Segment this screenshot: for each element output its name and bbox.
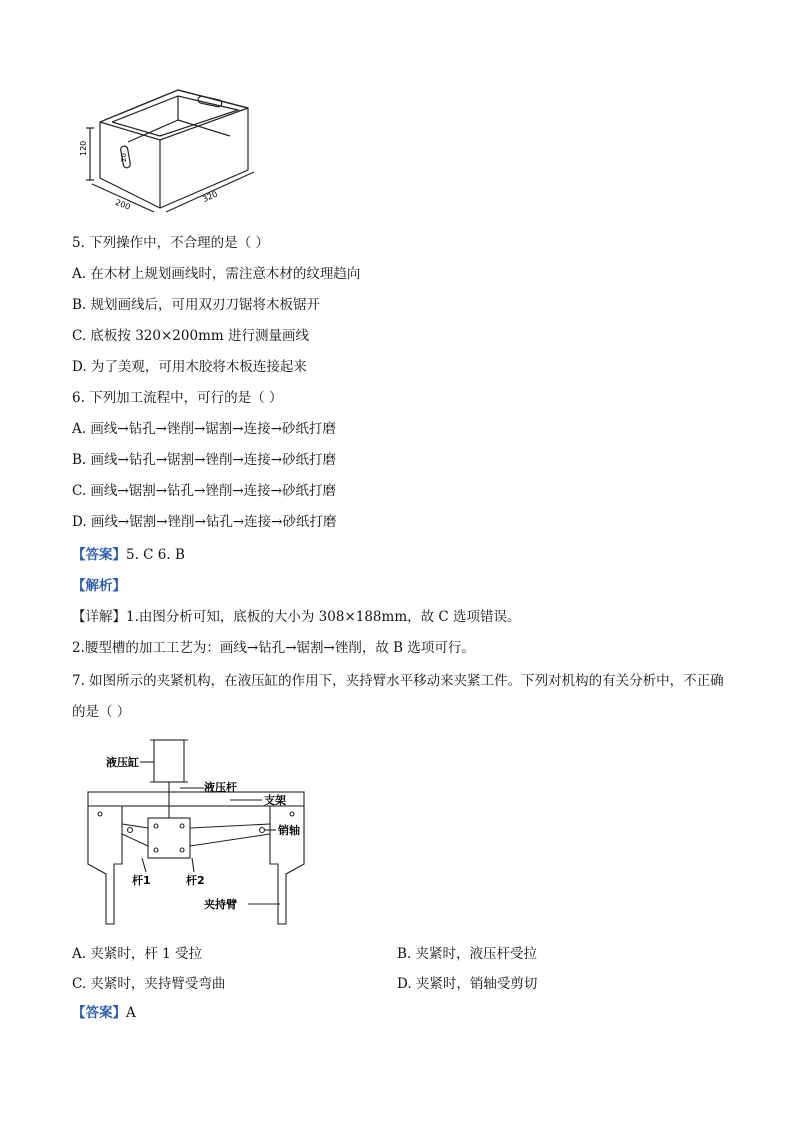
q6-option-b: B. 画线→钻孔→锯割→锉削→连接→砂纸打磨: [72, 452, 337, 468]
label-rod: 液压杆: [204, 781, 237, 794]
answer-block-2: [72, 1003, 136, 1023]
answer2-text: A: [126, 1005, 136, 1021]
label-arm: 夹持臂: [204, 898, 237, 911]
q5-option-d: D. 为了美观，可用木胶将木板连接起来: [72, 359, 307, 375]
analysis-label: 【解析】: [72, 578, 126, 594]
dim-length-label: 320: [201, 189, 219, 204]
answer2-label: 【答案】: [72, 1005, 126, 1021]
dim-slot-label: 20: [120, 153, 128, 162]
q7-option-a: A. 夹紧时，杆 1 受拉: [72, 946, 203, 962]
label-bar2: 杆2: [186, 874, 205, 887]
label-pin: 销轴: [278, 824, 300, 837]
clamp-figure: [80, 734, 310, 926]
dim-height-label: 120: [79, 140, 88, 156]
label-bar1: 杆1: [132, 874, 151, 887]
answer-block-1: [72, 545, 185, 565]
q6-option-a: A. 画线→钻孔→锉削→锯割→连接→砂纸打磨: [72, 421, 336, 437]
q5-option-c: C. 底板按 320×200mm 进行测量画线: [72, 328, 309, 344]
answer-label: 【答案】: [72, 547, 126, 563]
label-cylinder: 液压缸: [106, 756, 139, 769]
q7-option-d: D. 夹紧时，销轴受剪切: [397, 976, 538, 992]
q5-option-a: A. 在木材上规划画线时，需注意木材的纹理趋向: [72, 266, 361, 282]
q5-stem: 5. 下列操作中，不合理的是（ ）: [72, 235, 269, 251]
q7-option-c: C. 夹紧时，夹持臂受弯曲: [72, 976, 226, 992]
q5-option-b: B. 规划画线后，可用双刃刀锯将木板锯开: [72, 297, 321, 313]
q6-option-d: D. 画线→锯割→锉削→钻孔→连接→砂纸打磨: [72, 514, 337, 530]
q7-option-b: B. 夹紧时，液压杆受拉: [397, 946, 538, 962]
detail-label: 【详解】: [72, 609, 126, 625]
detail-line-2: 2.腰型槽的加工工艺为：画线→钻孔→锯割→锉削，故 B 选项可行。: [72, 640, 475, 656]
box-figure: [70, 60, 270, 220]
q6-stem: 6. 下列加工流程中，可行的是（ ）: [72, 390, 283, 406]
dim-width-label: 200: [114, 197, 132, 212]
q6-option-c: C. 画线→锯割→钻孔→锉削→连接→砂纸打磨: [72, 483, 336, 499]
answer-text: 5. C 6. B: [126, 547, 185, 563]
detail-line-1: 【详解】1.由图分析可知，底板的大小为 308×188mm，故 C 选项错误。: [72, 609, 521, 625]
label-bracket: 支架: [264, 794, 286, 807]
q7-stem: 7. 如图所示的夹紧机构，在液压缸的作用下，夹持臂水平移动来夹紧工件。下列对机构的有关分析中，不正确的是（ ）: [72, 673, 724, 720]
